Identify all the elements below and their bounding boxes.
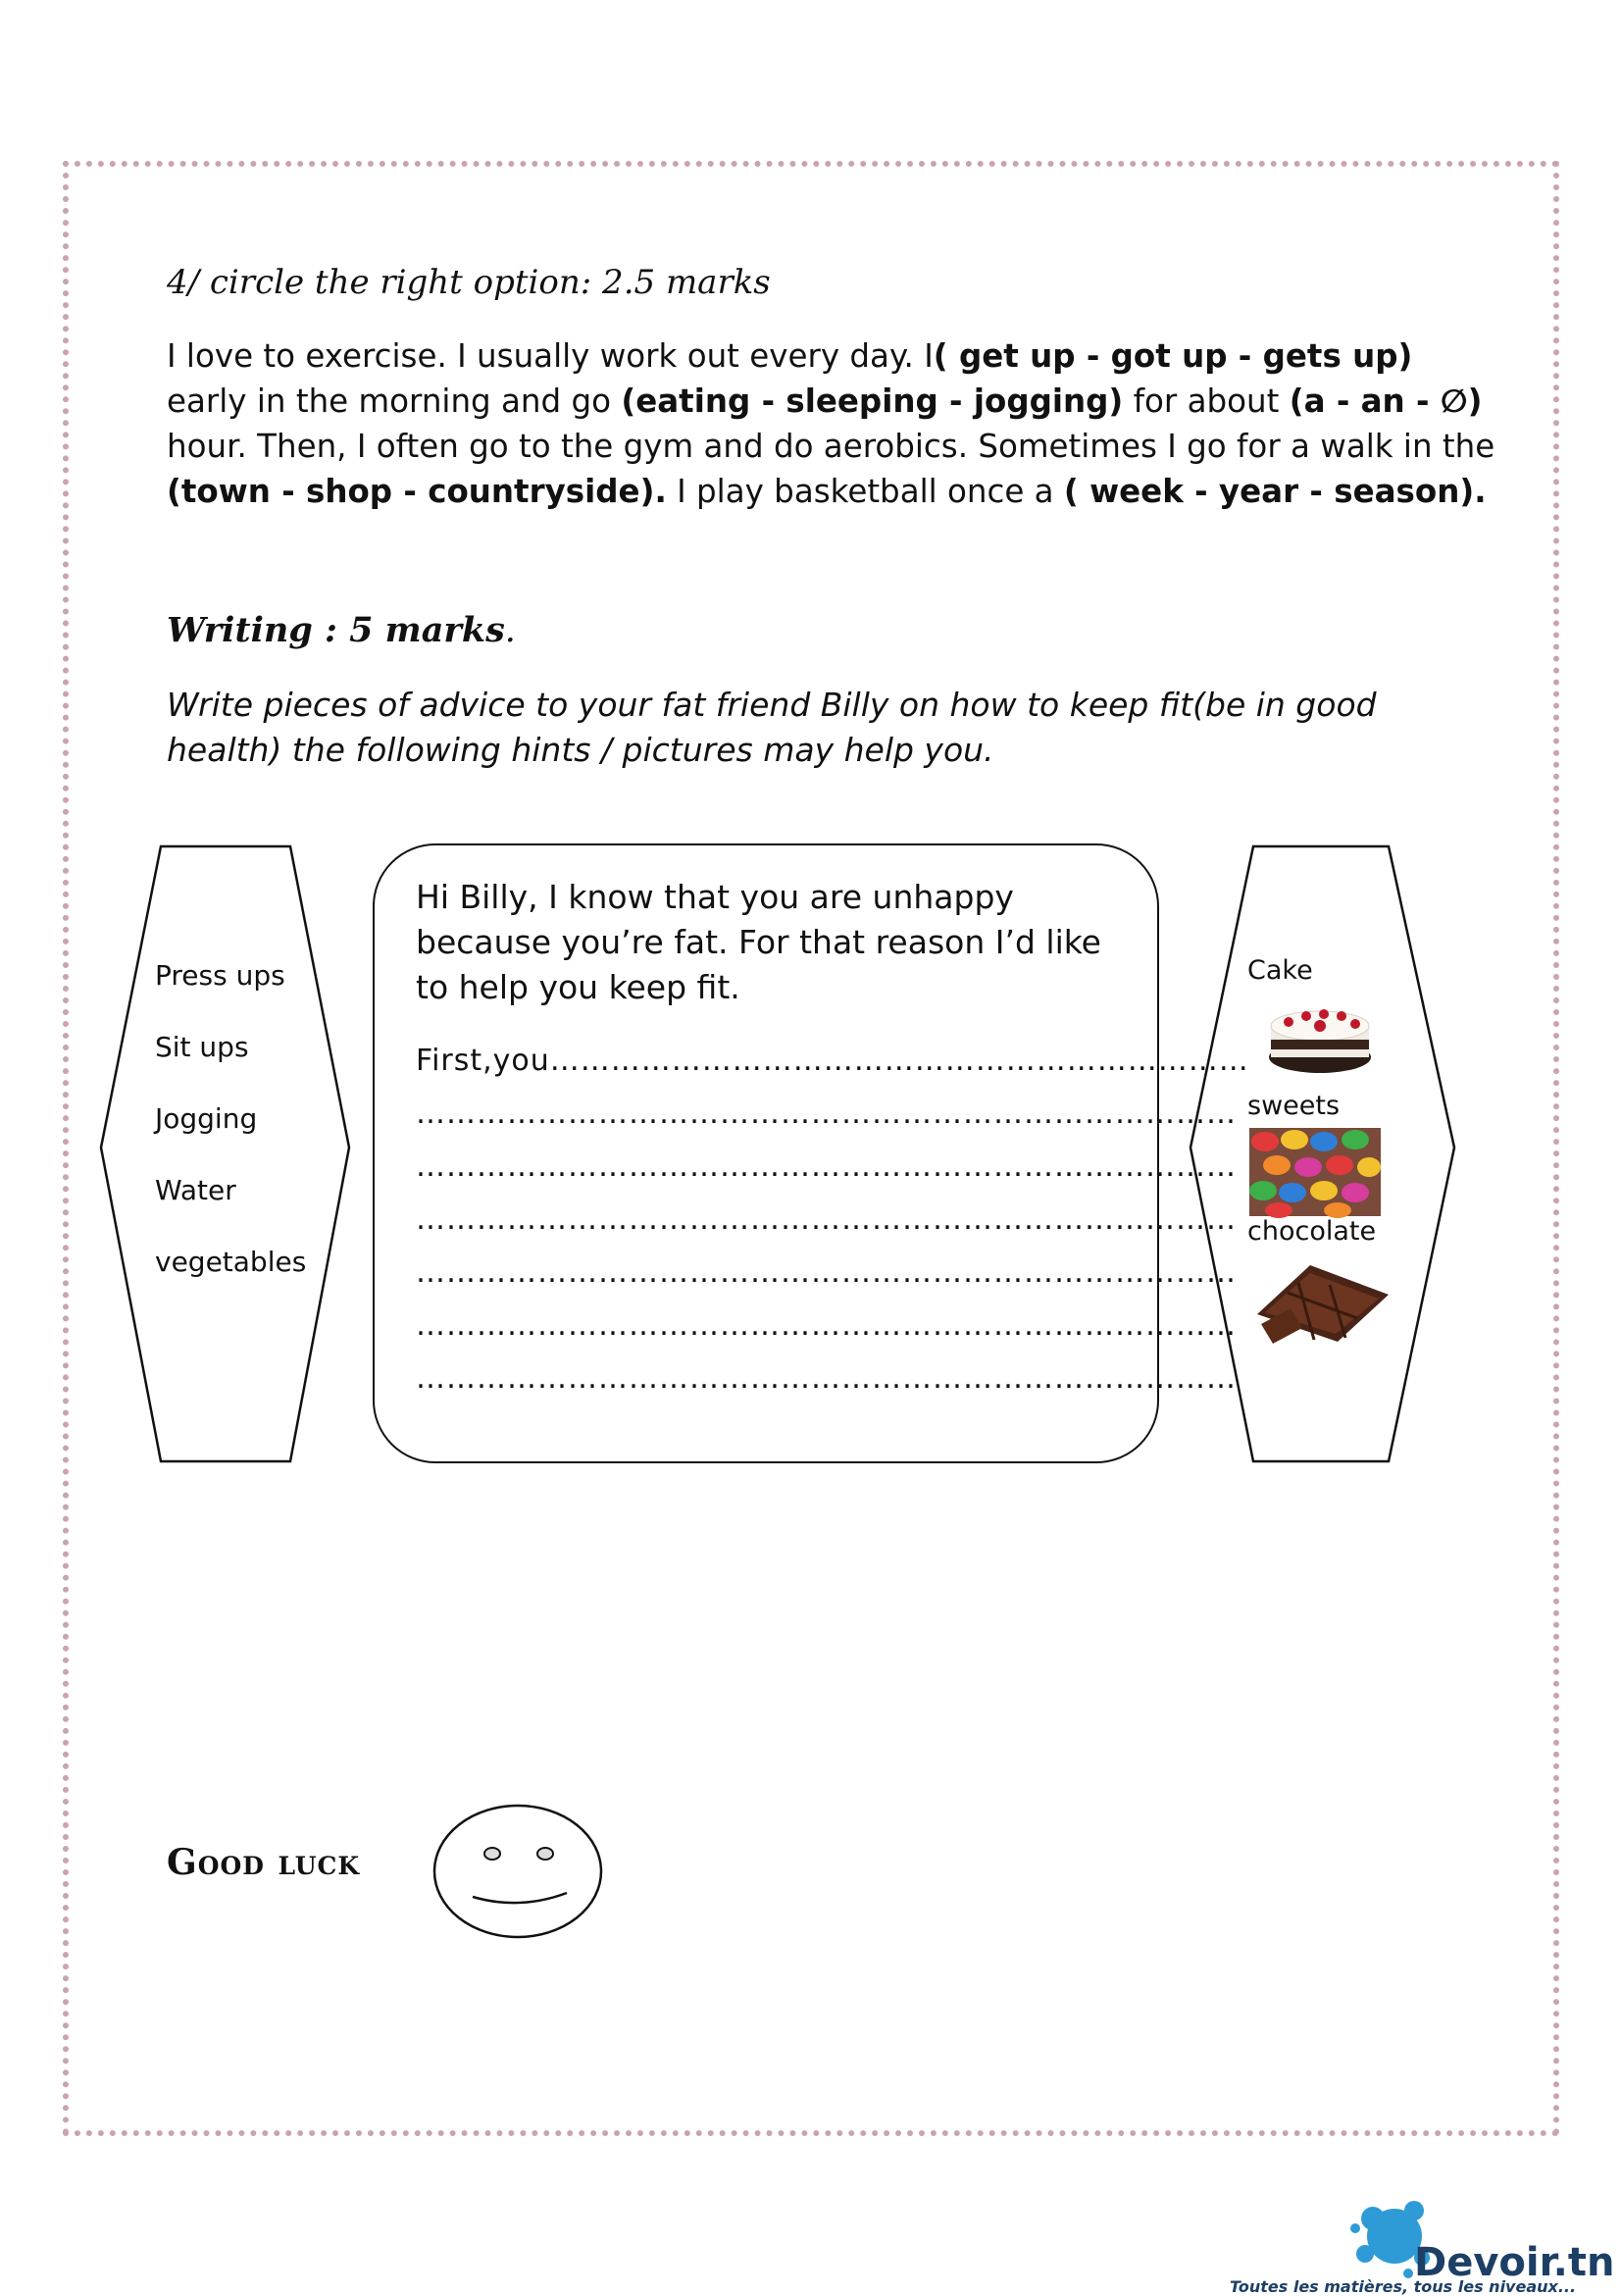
sweets-image bbox=[1249, 1128, 1381, 1216]
logo-name: Devoir.tn bbox=[1414, 2240, 1615, 2285]
paragraph-text: I love to exercise. I usually work out every day. I bbox=[167, 337, 934, 375]
letter-dotted-line[interactable]: ……………………………………………………………………… bbox=[416, 1202, 1237, 1237]
hint-press-ups: Press ups bbox=[155, 959, 285, 992]
hint-cake: Cake bbox=[1247, 955, 1313, 986]
hint-vegetables: vegetables bbox=[155, 1246, 307, 1278]
option-group[interactable]: (a - an - ∅) bbox=[1289, 383, 1483, 420]
paragraph-text: I play basketball once a bbox=[666, 473, 1064, 510]
option-group[interactable]: (eating - sleeping - jogging) bbox=[621, 383, 1124, 420]
writing-instructions: Write pieces of advice to your fat friend Billy on how to keep fit(be in good health) the following hints / pictures may help you. bbox=[167, 686, 1377, 769]
writing-title: Writing : 5 marks. bbox=[167, 610, 516, 650]
exercise-4-paragraph bbox=[167, 333, 1500, 514]
letter-dotted-line[interactable]: ……………………………………………………………………… bbox=[416, 1361, 1237, 1396]
hint-sit-ups: Sit ups bbox=[155, 1031, 249, 1063]
hint-sweets: sweets bbox=[1247, 1091, 1341, 1121]
option-group[interactable]: (town - shop - countryside). bbox=[167, 473, 667, 510]
exercise-4-title: 4/ circle the right option: 2.5 marks bbox=[167, 263, 771, 302]
letter-dotted-line[interactable]: ……………………………………………………………………… bbox=[416, 1097, 1237, 1131]
cake-image bbox=[1259, 993, 1381, 1077]
chocolate-image bbox=[1251, 1259, 1393, 1344]
letter-intro: Hi Billy, I know that you are unhappy because you’re fat. For that reason I’d like to help you keep fit. bbox=[416, 878, 1101, 1006]
paragraph-text: for about bbox=[1123, 383, 1290, 420]
letter-dotted-line[interactable]: ……………………………………………………………………… bbox=[416, 1308, 1237, 1343]
paragraph-text: early in the morning and go bbox=[167, 383, 622, 420]
letter-dotted-line[interactable]: ……………………………………………………………………… bbox=[416, 1255, 1237, 1290]
paragraph-text: hour. Then, I often go to the gym and do aerobics. Sometimes I go for a walk in the bbox=[167, 428, 1495, 465]
logo-tagline: Toutes les matières, tous les niveaux... bbox=[1230, 2277, 1577, 2296]
option-group[interactable]: ( week - year - season). bbox=[1063, 473, 1487, 510]
smiley-face-icon bbox=[431, 1803, 604, 1940]
letter-dotted-line[interactable]: ……………………………………………………………………… bbox=[416, 1149, 1237, 1184]
good-luck-text: Good luck bbox=[167, 1842, 361, 1883]
option-group[interactable]: ( get up - got up - gets up) bbox=[933, 337, 1413, 375]
hint-jogging: Jogging bbox=[155, 1102, 258, 1135]
hint-chocolate: chocolate bbox=[1247, 1216, 1377, 1247]
letter-first-line[interactable]: First,you…………………………………………………………… bbox=[416, 1044, 1249, 1078]
hint-water: Water bbox=[155, 1174, 236, 1206]
left-hint-hexagon bbox=[96, 843, 353, 1465]
